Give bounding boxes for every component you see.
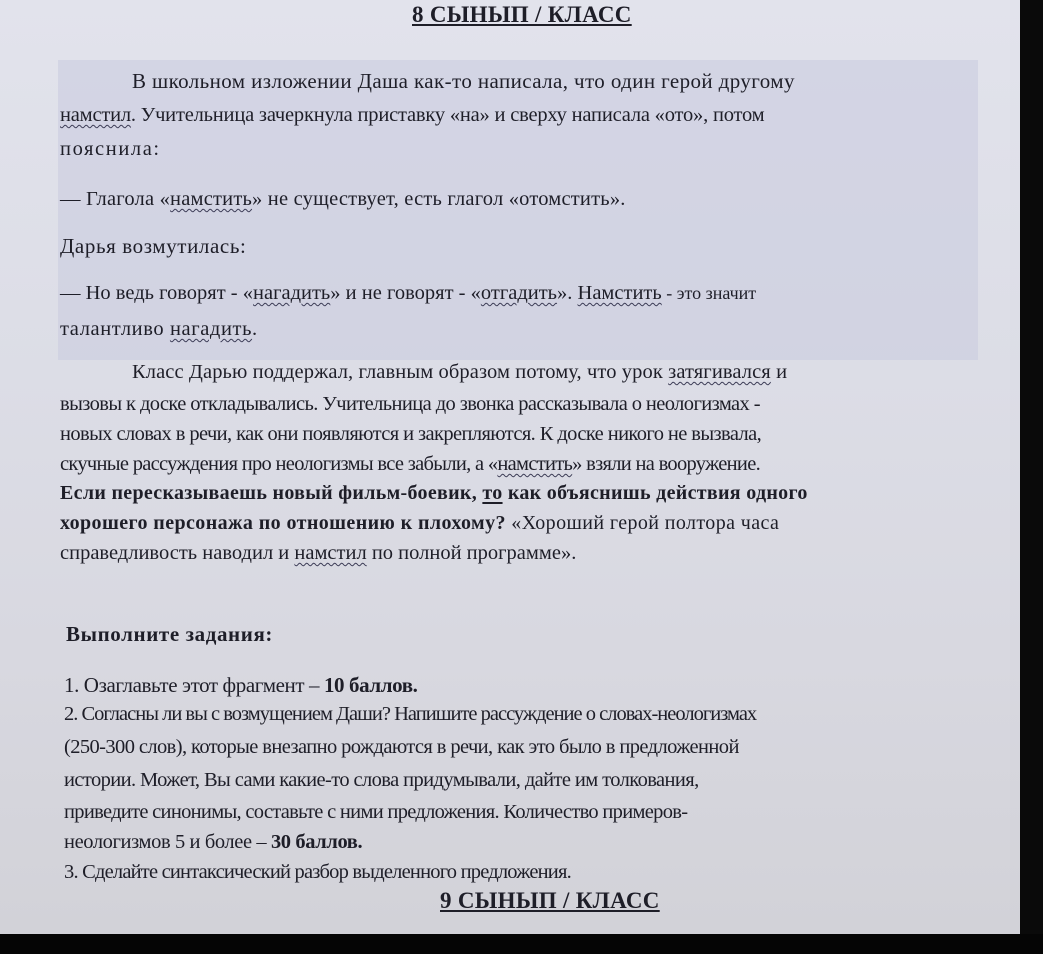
grade-9-heading: 9 СЫНЫП / КЛАСС <box>440 888 660 913</box>
paragraph-2 <box>60 189 626 210</box>
p5-text: «Хороший герой полтора часа <box>505 512 780 534</box>
neologism-word: намстить <box>170 188 253 210</box>
p1-line2-text: . Учительница зачеркнула приставку «на» и сверху написала «ото», потом <box>130 104 765 126</box>
bold-sentence-text: как объяснишь действия одного <box>502 482 808 504</box>
task-2-text: приведите синонимы, составьте с ними предложения. Количество примеров- <box>64 801 688 823</box>
paragraph-5-line-7 <box>60 543 576 564</box>
p5-text: по полной программе». <box>366 542 577 564</box>
p1-line1-text: В школьном изложении Даша как-то написала, что один герой другому <box>132 69 795 93</box>
highlighted-sentence-line-1 <box>60 483 808 503</box>
task-3 <box>64 862 571 883</box>
p5-text: и <box>770 361 788 383</box>
task-2-line-1 <box>64 704 756 725</box>
neologism-word: намстил <box>60 104 131 126</box>
p4-text: - это значит <box>661 283 757 303</box>
paragraph-5-line-3 <box>60 424 761 445</box>
p1-line3-text: пояснила: <box>60 138 161 160</box>
paragraph-3 <box>60 236 246 257</box>
neologism-word: нагадить <box>253 282 331 304</box>
paragraph-1-line-2 <box>60 105 764 126</box>
neologism-word: отгадить <box>480 282 558 304</box>
screen-bezel-right <box>1020 0 1043 954</box>
p4-text: » и не говорят - « <box>330 282 481 304</box>
grade-8-heading: 8 СЫНЫП / КЛАСС <box>412 2 632 27</box>
paragraph-1-line-3 <box>60 139 161 160</box>
task-2-line-3 <box>64 770 699 791</box>
task-2-text: (250-300 слов), которые внезапно рождаются в речи, как это было в предложенной <box>64 736 739 758</box>
task-2-line-5 <box>64 832 362 853</box>
task-2-line-4 <box>64 802 687 823</box>
p4-text: . <box>252 318 258 340</box>
p5-text: новых словах в речи, как они появляются и закрепляются. К доске никого не вызвала, <box>60 423 762 445</box>
paragraph-5-line-2 <box>60 394 760 415</box>
tasks-heading: Выполните задания: <box>66 622 274 646</box>
task-1-text: 1. Озаглавьте этот фрагмент – <box>64 673 324 697</box>
task-1 <box>64 675 418 696</box>
bold-sentence-text: хорошего персонажа по отношению к плохому? <box>60 512 506 534</box>
neologism-word: Намстить <box>577 282 662 304</box>
task-2-text: истории. Может, Вы сами какие-то слова придумывали, дайте им толкования, <box>64 769 699 791</box>
paragraph-5-line-4 <box>60 454 760 475</box>
task-1-points: 10 баллов. <box>323 673 418 697</box>
paragraph-5-line-6 <box>60 513 779 533</box>
p5-text: вызовы к доске откладывались. Учительница до звонка рассказывала о неологизмах - <box>60 393 760 415</box>
task-2-text: 2. Согласны ли вы с возмущением Даши? Напишите рассуждение о словах-неологизмах <box>64 703 757 725</box>
p5-text: Класс Дарью поддержал, главным образом потому, что урок <box>132 361 669 383</box>
p2-post: » не существует, есть глагол «отомстить». <box>252 188 626 210</box>
p5-text: справедливость наводил и <box>60 542 295 564</box>
paragraph-1-line-1 <box>132 71 795 92</box>
task-3-text: 3. Сделайте синтаксический разбор выделенного предложения. <box>64 861 571 883</box>
p3-text: Дарья возмутилась: <box>60 234 247 258</box>
screen-bezel-bottom <box>0 934 1043 954</box>
paragraph-4-line-1 <box>60 283 756 304</box>
p5-text: » взяли на вооружение. <box>572 453 761 475</box>
p2-pre: — Глагола « <box>60 188 171 210</box>
p4-text: — Но ведь говорят - « <box>60 282 253 304</box>
paragraph-5-line-1 <box>132 362 787 383</box>
task-2-text: неологизмов 5 и более – <box>64 831 271 853</box>
task-2-line-2 <box>64 737 739 758</box>
neologism-word: намстил <box>294 542 367 564</box>
neologism-word: намстить <box>497 453 573 475</box>
neologism-word: нагадить <box>169 318 253 340</box>
p4-text: ». <box>557 282 578 304</box>
paragraph-4-line-2 <box>60 319 258 340</box>
underlined-word: затягивался <box>668 361 771 383</box>
p5-text: скучные рассуждения про неологизмы все забыли, а « <box>60 453 498 475</box>
bold-sentence-text: Если пересказываешь новый фильм-боевик, <box>60 482 483 504</box>
p4-text: талантливо <box>60 318 170 340</box>
task-2-points: 30 баллов. <box>270 831 363 853</box>
underlined-word: то <box>482 482 503 504</box>
